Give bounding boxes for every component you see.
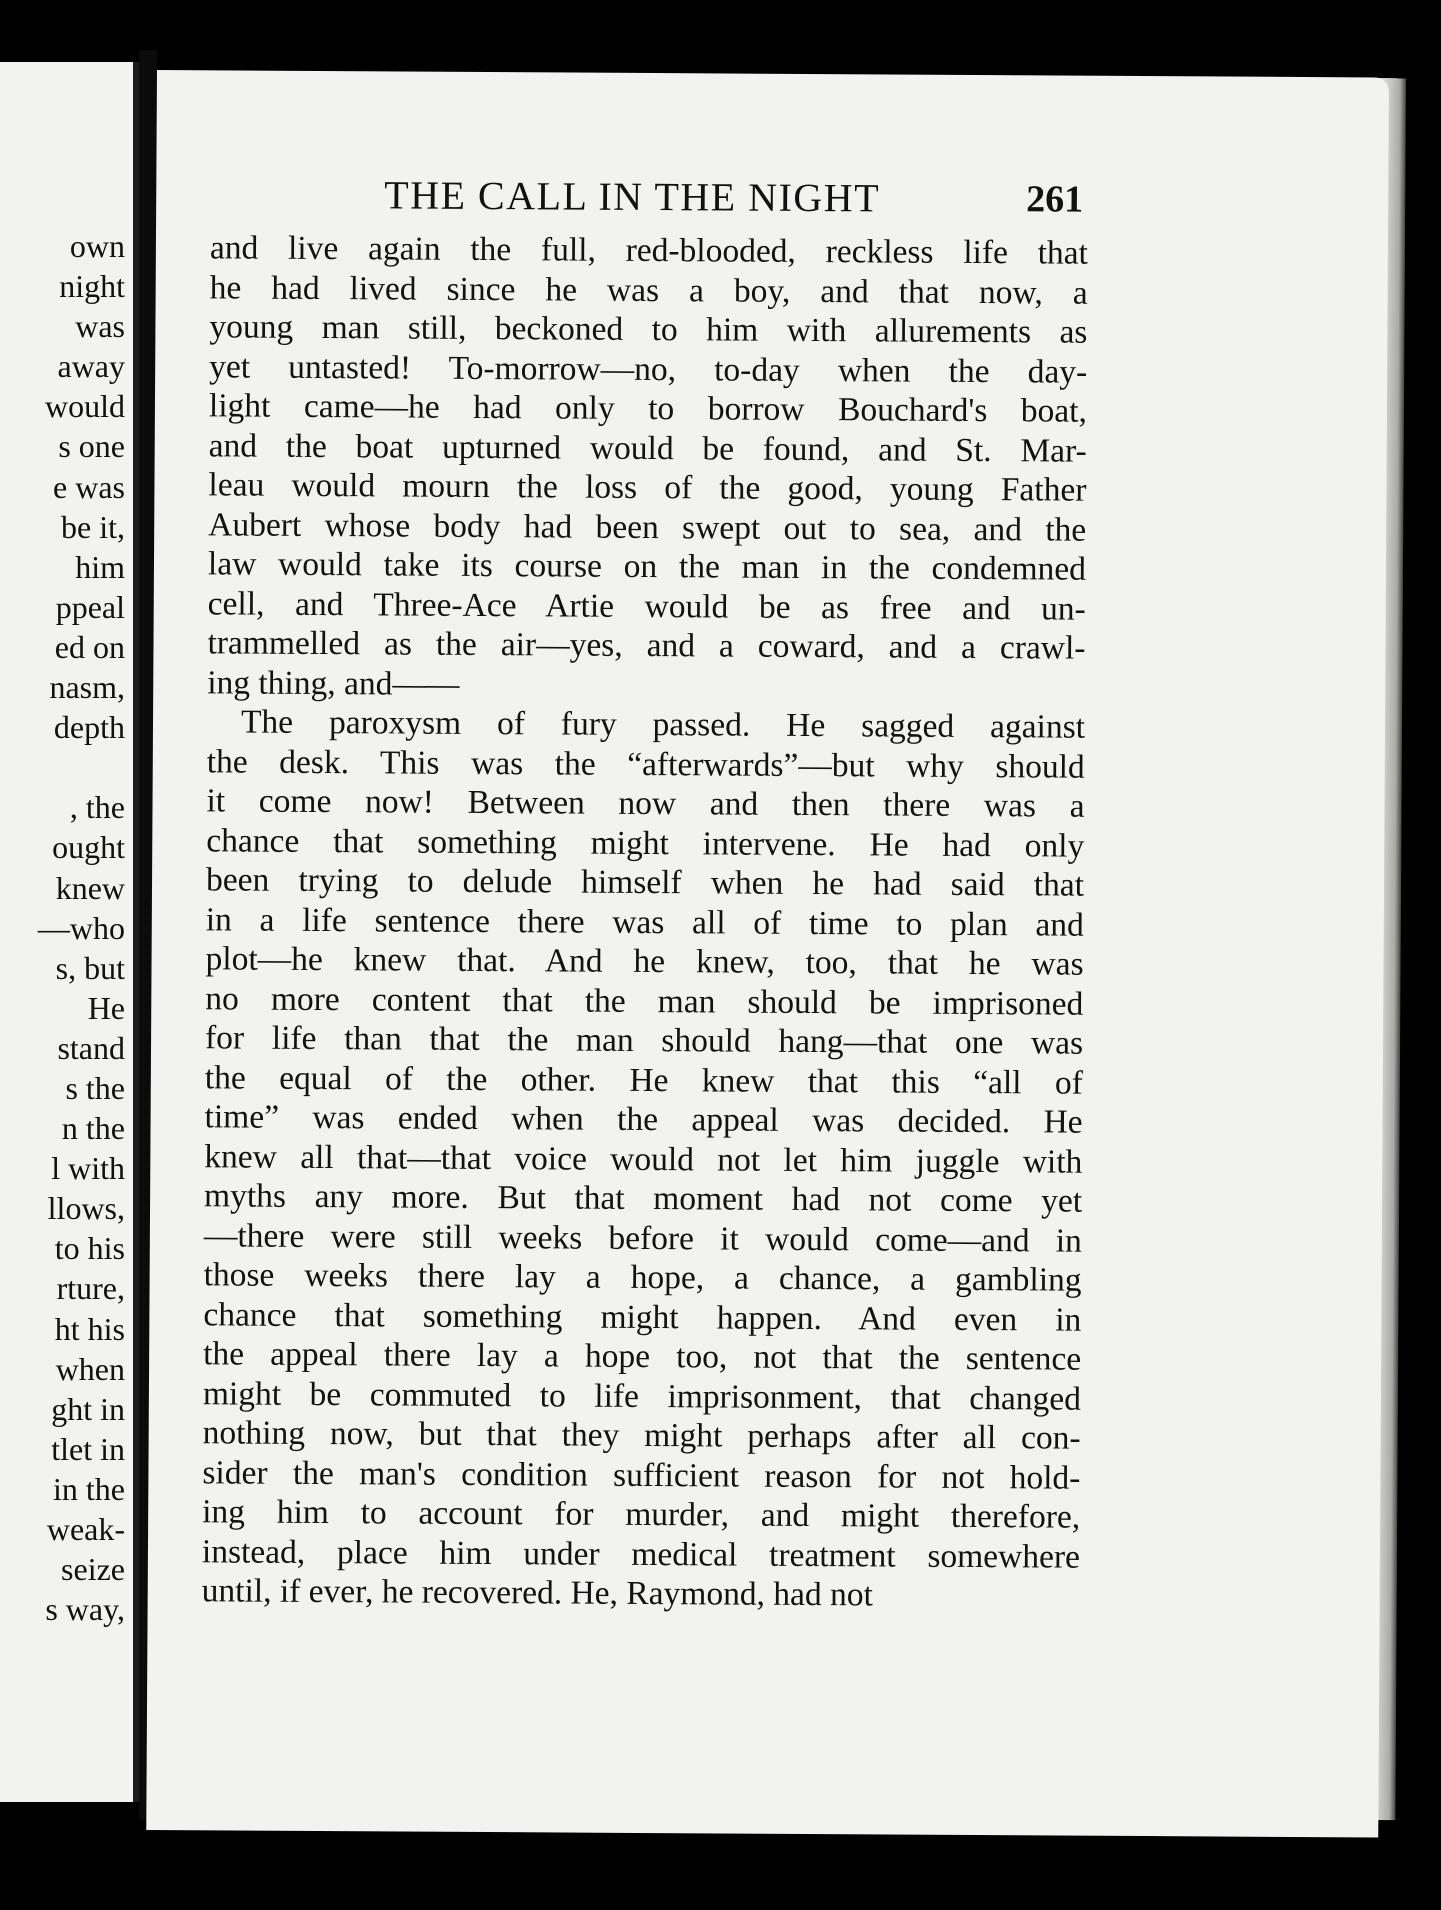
text-line: sider the man's condition sufficient reason for not hold- (202, 1453, 1081, 1497)
text-line: plot—he knew that. And he knew, too, that he was (205, 940, 1084, 983)
text-line: chance that something might intervene. He had only (206, 821, 1085, 865)
text-line: nothing now, but that they might perhaps after all con- (202, 1414, 1081, 1457)
text-line: myths any more. But that moment had not come yet (204, 1177, 1083, 1220)
left-page-line: seize (61, 1551, 125, 1588)
text-line: the equal of the other. He knew that this “all of (204, 1058, 1083, 1102)
left-page-line: s way, (45, 1591, 125, 1628)
left-page-line: He (87, 989, 125, 1026)
text-line: The paroxysm of fury passed. He sagged against (240, 703, 1086, 746)
left-page-line: l with (51, 1150, 125, 1187)
text-line: law would take its course on the man in the condemned (207, 545, 1087, 588)
text-line: he had lived since he was a boy, and that now, a (209, 268, 1088, 312)
text-line: and live again the full, red-blooded, reckless life that (209, 229, 1089, 272)
text-line: cell, and Three-Ace Artie would be as free and un- (207, 584, 1086, 628)
text-line: ing him to account for murder, and might therefore, (202, 1493, 1081, 1536)
left-page-line: rture, (56, 1270, 125, 1307)
text-line: no more content that the man should be imprisoned (205, 979, 1084, 1023)
text-line: leau would mourn the loss of the good, young Father (208, 466, 1087, 509)
left-page-line: was (75, 308, 125, 345)
paragraph (202, 702, 1086, 1616)
page-header (156, 170, 1388, 238)
left-page-line: ppeal (55, 588, 125, 625)
left-page-line: away (57, 348, 125, 385)
left-page-line: ought (52, 829, 125, 866)
left-page-line: —who (37, 909, 125, 946)
right-page (146, 70, 1389, 1837)
text-line: time” was ended when the appeal was decided. He (204, 1098, 1083, 1141)
left-page-line: night (59, 268, 125, 305)
left-page-line: tlet in (51, 1430, 125, 1467)
left-page-line: be it, (61, 508, 125, 545)
left-page-line: knew (55, 869, 125, 906)
text-line: in a life sentence there was all of time to plan and (205, 900, 1084, 944)
text-line: been trying to delude himself when he had said that (205, 861, 1085, 904)
text-line: young man still, beckoned to him with allurements as (209, 308, 1088, 351)
text-line: light came—he had only to borrow Bouchard's boat, (208, 387, 1088, 430)
left-page-line: s the (65, 1069, 125, 1106)
left-page-line: him (75, 548, 125, 585)
left-page-line: s one (58, 428, 125, 465)
text-line: chance that something might happen. And even in (203, 1295, 1082, 1339)
left-page-line: depth (53, 709, 125, 746)
left-page-line (38, 747, 125, 787)
left-page-line: , the (69, 789, 125, 826)
left-page-line: e was (53, 468, 125, 505)
text-line: and the boat upturned would be found, and St. Mar- (208, 426, 1087, 470)
text-line: it come now! Between now and then there was a (206, 782, 1085, 825)
left-page-line: llows, (47, 1190, 125, 1227)
page-number: 261 (1026, 178, 1084, 221)
text-line: —there were still weeks before it would come—and in (203, 1216, 1082, 1260)
left-page-line: nasm, (49, 669, 125, 706)
left-page-line: ght in (51, 1390, 125, 1427)
text-line: those weeks there lay a hope, a chance, a gambling (203, 1256, 1082, 1299)
left-page-line: stand (57, 1029, 125, 1066)
text-line: yet untasted! To-morrow—no, to-day when the day- (209, 347, 1088, 391)
left-page-line: to his (54, 1230, 125, 1267)
text-line: until, if ever, he recovered. He, Raymond, had not (201, 1572, 874, 1614)
text-line: ing thing, and—— (207, 663, 460, 703)
left-page-line: s, but (55, 949, 125, 986)
left-page-line: weak- (46, 1511, 125, 1547)
text-line: instead, place him under medical treatment somewhere (201, 1532, 1081, 1576)
left-page-line: n the (61, 1110, 125, 1147)
left-page-line: in the (53, 1470, 125, 1507)
text-line: might be commuted to life imprisonment, that changed (202, 1374, 1082, 1418)
left-page-line: when (55, 1350, 125, 1387)
left-page-line: ht his (54, 1310, 125, 1347)
text-line: Aubert whose body had been swept out to sea, and the (208, 505, 1087, 549)
left-page (0, 62, 139, 1802)
text-line: trammelled as the air—yes, and a coward, and a crawl- (207, 624, 1086, 667)
left-page-text (38, 226, 125, 1629)
paragraph (207, 228, 1088, 707)
text-line: knew all that—that voice would not let him juggle with (204, 1137, 1083, 1181)
left-page-line: would (45, 388, 125, 425)
text-line: the appeal there lay a hope too, not that the sentence (203, 1335, 1082, 1378)
left-page-line: ed on (54, 628, 125, 665)
left-page-line: own (69, 228, 125, 264)
body-text (202, 228, 1088, 1616)
text-line: the desk. This was the “afterwards”—but why should (206, 742, 1085, 786)
running-title: THE CALL IN THE NIGHT (384, 172, 881, 221)
text-line: for life than that the man should hang—that one was (204, 1019, 1084, 1062)
